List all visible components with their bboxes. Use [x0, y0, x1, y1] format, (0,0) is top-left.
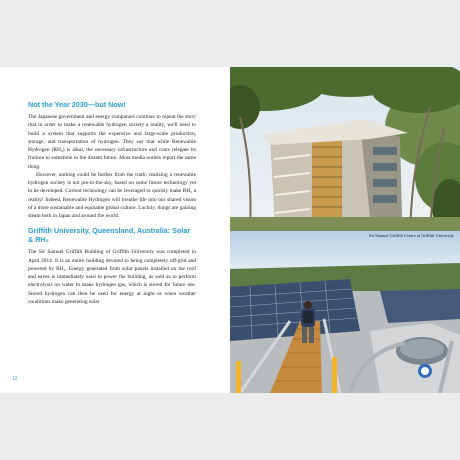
left-page: [0, 67, 230, 393]
body-paragraph: The Sir Samuel Griffith Building of Griffith University was completed in April 2014. It is an entire building devoted to being completely off-grid and powered by RH₂. Energy generated from solar panels installed on the roof and eaves is immediately used to power the building, as well as to perform electrolysis on water to make hydrogen gas, which is stored for future use. Stored hydrogen can then be used for energy at night or when weather conditions make generating solar: [28, 249, 196, 305]
section-heading: Griffith University, Queensland, Australia: Solar & RH₂: [28, 226, 191, 245]
rooftop-solar-photo: [230, 231, 460, 393]
building-photo: [230, 67, 460, 231]
photo-caption: Sir Samuel Griffith Centre at Griffith University: [369, 233, 454, 238]
body-paragraph: The Japanese government and energy companies continue to repeat the story that in order to make a renewable hydrogen society a reality, we'll need to build a system that supports the expensive and large-scale production, storage, and transportation of hydrogen. They say that while Renewable Hydrogen (RH₂) is ideal, the necessary infrastructure and costs relegate its fruition to sometime in the distant future. Most media outlets report the same thing.: [28, 114, 196, 170]
right-page: [230, 67, 460, 393]
text-column: [28, 100, 196, 306]
book-spread: [0, 67, 460, 393]
page-number: 12: [12, 376, 18, 382]
rooftop-solar-photo-image: [230, 231, 460, 393]
section-heading: Not the Year 2030—but Now!: [28, 100, 126, 109]
body-paragraph: However, nothing could be further from the truth: realizing a renewable hydrogen society is not pie-in-the-sky, based on some future technology yet to be developed. Current technology can be leveraged to quickly make RH₂ a reality! Indeed, Renewable Hydrogen will breathe life into our shared vision of a more sustainable and equitable global culture. Luckily, things are gaining steam both in Japan and around the world.: [28, 171, 196, 219]
building-photo-image: [230, 67, 460, 231]
